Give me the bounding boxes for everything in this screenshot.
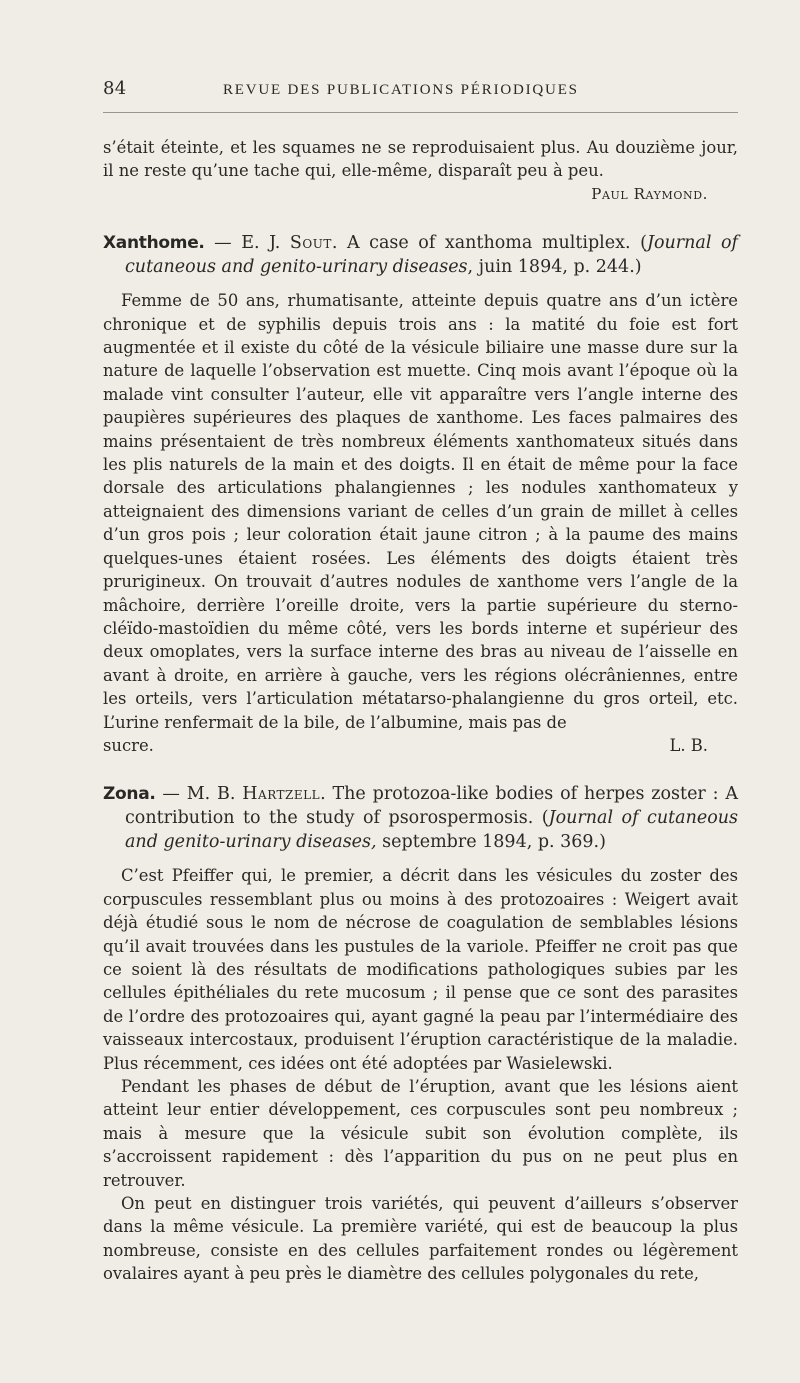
- entry-journal: Journal of cutaneous and genito-urinary diseases: [125, 233, 738, 278]
- zona-paragraph-1: C’est Pfeiffer qui, le premier, a décrit dans les vésicules du zoster des corpuscules ressemblant plus ou moins à des protozoaires : Weigert avait déjà étudié sous le nom de nécrose de coagulation de semblables lésions qu’il avait trouvées dans les pustules de la variole. Pfeiffer ne croit pas que ce soient là des résultats de modifications pathologiques subies par les cellules épithéliales du rete mucosum ; il pense que ce sont des parasites de l’ordre des protozoaires qui, ayant gagné la peau par l’intermédiaire des vaisseaux intercostaux, produisent l’éruption caractéristique de la maladie. Plus récemment, ces idées ont été adoptées par Wasielewski.: [103, 866, 738, 1073]
- body-text: [103, 136, 738, 1286]
- entry-keyword: Zona.: [103, 784, 156, 805]
- entry-journal: Journal of cutaneous and genito-urinary diseases,: [125, 808, 738, 853]
- xanthome-body: Femme de 50 ans, rhumatisante, atteinte depuis quatre ans d’un ictère chronique et de syphilis depuis trois ans : la matité du foie est fort augmentée et il existe du côté de la vésicule biliaire une masse dure sur la nature de laquelle l’observation est muette. Cinq mois avant l’époque où la malade vint consulter l’auteur, elle vit apparaître vers l’angle interne des paupières supérieures des plaques de xanthome. Les faces palmaires des mains présentaient de très nombreux éléments xanthomateux situés dans les plis naturels de la main et des doigts. Il en était de même pour la face dorsale des articulations phalangiennes ; les nodules xanthomateux y atteignaient des dimensions variant de celles d’un grain de millet à celles d’un gros pois ; leur coloration était jaune citron ; à la paume des mains quelques-unes étaient rosées. Les éléments des doigts étaient très prurigineux. On trouvait d’autres nodules de xanthome vers l’angle de la mâchoire, derrière l’oreille droite, vers la partie supérieure du sterno-cléïdo-mastoïdien du même côté, vers les bords interne et supérieur des deux omoplates, vers la surface interne des bras au niveau de l’aisselle en avant à droite, en arrière à gauche, vers les régions olécrâniennes, entre les orteils, vers l’articulation métatarso-phalangienne du gros orteil, etc. L’urine renfermait de la bile, de l’albumine, mais pas de: [103, 291, 738, 732]
- entry-author-prefix: — E. J.: [204, 233, 290, 254]
- header-rule: [103, 112, 738, 113]
- entry-author: Sout: [289, 233, 332, 254]
- entry-reference: septembre 1894, p. 369.): [376, 832, 606, 853]
- entry-author-prefix: — M. B.: [155, 784, 243, 805]
- xanthome-body-end: [103, 734, 738, 757]
- running-header: [103, 78, 738, 99]
- entry-heading-xanthome: [103, 231, 738, 279]
- page-number: 84: [103, 78, 127, 99]
- entry-author: Hartzell: [242, 784, 321, 805]
- zona-paragraph-3: On peut en distinguer trois variétés, qui peuvent d’ailleurs s’observer dans la même vésicule. La première variété, qui est de beaucoup la plus nombreuse, consiste en des cellules parfaitement rondes ou légèrement ovalaires ayant à peu près le diamètre des cellules polygonales du rete,: [103, 1194, 738, 1284]
- zona-paragraph-2: Pendant les phases de début de l’éruption, avant que les lésions aient atteint leur entier développement, ces corpuscules sont peu nombreux ; mais à mesure que la vésicule subit son évolution complète, ils s’accroissent rapidement : dès l’apparition du pus on ne peut plus en retrouver.: [103, 1077, 738, 1190]
- signature-lb: L. B.: [669, 735, 708, 755]
- entry-reference: , juin 1894, p. 244.): [467, 257, 642, 278]
- running-title: REVUE DES PUBLICATIONS PÉRIODIQUES: [223, 82, 579, 98]
- signature-raymond: Paul Raymond.: [591, 184, 708, 203]
- xanthome-last-word: sucre.: [103, 735, 154, 755]
- continuation-paragraph: s’était éteinte, et les squames ne se reproduisaient plus. Au douzième jour, il ne reste qu’une tache qui, elle-même, disparaît peu à peu.: [103, 138, 738, 181]
- entry-title: . A case of xanthoma multiplex. (: [331, 233, 647, 254]
- entry-title: . The protozoa-like bodies of herpes zoster : A contribution to the study of psorospermosis. (: [125, 784, 738, 829]
- entry-heading-zona: [103, 782, 738, 854]
- entry-keyword: Xanthome.: [103, 233, 205, 254]
